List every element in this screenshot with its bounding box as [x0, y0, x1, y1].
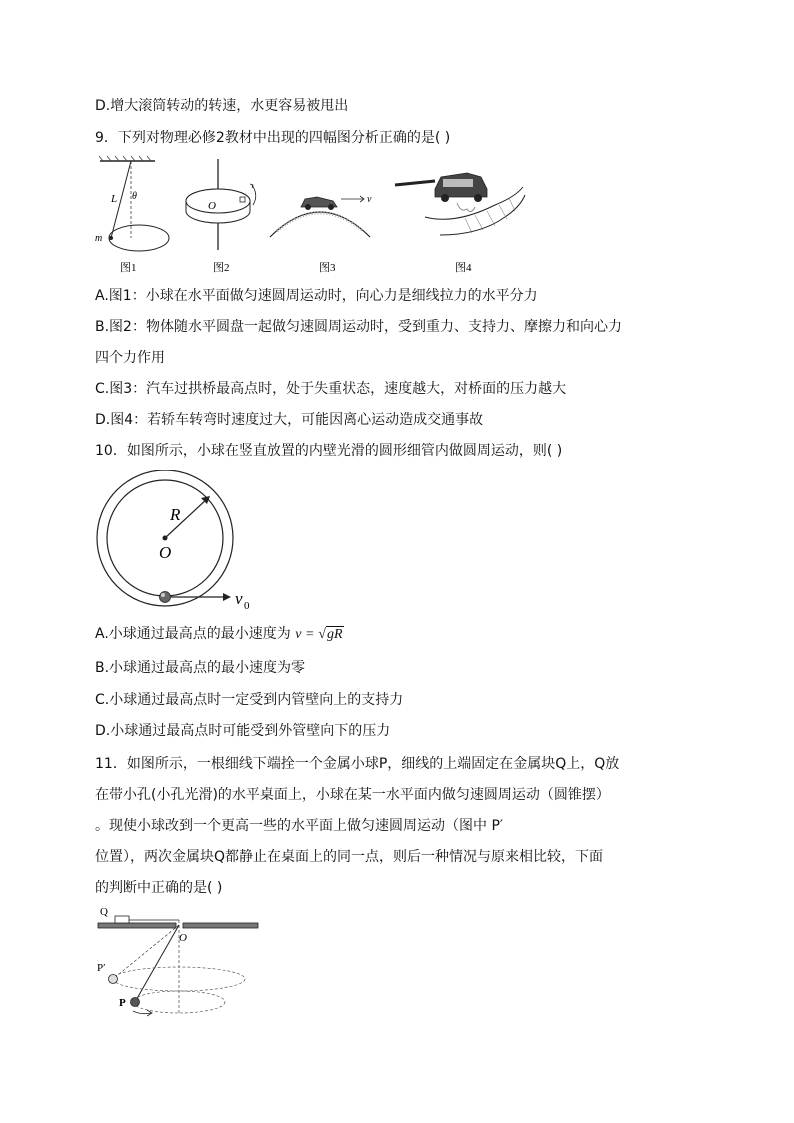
formula-sqrt-arg: gR: [326, 627, 343, 642]
q9-figures: [95, 155, 535, 280]
q9-option-b: B.图2：物体随水平圆盘一起做匀速圆周运动时，受到重力、支持力、摩擦力和向心力: [95, 319, 622, 335]
fig3-arch-bridge-car: [270, 194, 372, 237]
q10-label-v0: v: [235, 589, 243, 608]
question-11-line1: 11．如图所示，一根细线下端拴一个金属小球P，细线的上端固定在金属块Q上，Q放: [95, 756, 620, 772]
q10-label-R: R: [170, 505, 181, 524]
q10-option-b: B.小球通过最高点的最小速度为零: [95, 660, 306, 676]
fig2-rotating-disk: [186, 159, 256, 250]
fig1-label-theta: θ: [132, 191, 137, 202]
q11-label-P: P: [119, 997, 126, 1009]
q11-label-Pprime: P′: [97, 962, 106, 974]
q11-label-O: O: [179, 932, 187, 944]
question-11-line4: 位置），两次金属块Q都静止在桌面上的同一点，则后一种情况与原来相比较，下面: [95, 849, 604, 865]
q10-label-v0-sub: 0: [244, 600, 250, 612]
fig1-label-m: m: [95, 233, 103, 244]
fig3-label-v: v: [367, 194, 372, 205]
question-11-line2: 在带小孔(小孔光滑)的水平桌面上，小球在某一水平面内做匀速圆周运动（圆锥摆）: [95, 787, 610, 803]
fig2-caption: 图2: [213, 262, 230, 274]
option-d-prev: D.增大滚筒转动的转速，水更容易被甩出: [95, 98, 349, 114]
q10-option-a-text: A.小球通过最高点的最小速度为: [95, 626, 291, 642]
q9-option-c: C.图3：汽车过拱桥最高点时，处于失重状态，速度越大，对桥面的压力越大: [95, 381, 567, 397]
q10-label-O: O: [159, 543, 172, 562]
fig1-caption: 图1: [120, 262, 137, 274]
q11-label-Q: Q: [100, 906, 108, 918]
formula-v: v: [295, 627, 302, 642]
q10-option-c: C.小球通过最高点时一定受到内管壁向上的支持力: [95, 692, 404, 708]
question-11-line3: 。现使小球改到一个更高一些的水平面上做匀速圆周运动（图中 P′: [95, 818, 504, 834]
formula-eq: =: [305, 627, 314, 642]
question-9: 9．下列对物理必修2教材中出现的四幅图分析正确的是( ): [95, 130, 451, 146]
question-10: 10．如图所示，小球在竖直放置的内壁光滑的圆形细管内做圆周运动，则( ): [95, 443, 563, 459]
q9-option-b-cont: 四个力作用: [95, 350, 165, 366]
q10-tube-figure: [95, 470, 265, 615]
q10-option-d: D.小球通过最高点时可能受到外管壁向下的压力: [95, 723, 391, 739]
fig1-label-L: L: [111, 193, 118, 205]
fig4-car-turning: [395, 173, 525, 235]
fig2-label-O: O: [208, 200, 216, 212]
q9-option-a: A.图1：小球在水平面做匀速圆周运动时，向心力是细线拉力的水平分力: [95, 288, 538, 304]
fig3-caption: 图3: [319, 262, 336, 274]
question-11-line5: 的判断中正确的是( ): [95, 880, 223, 896]
q9-option-d: D.图4：若轿车转弯时速度过大，可能因离心运动造成交通事故: [95, 412, 484, 428]
formula-sqrt: √gR: [318, 627, 343, 642]
fig1-conical-pendulum: [95, 156, 169, 251]
fig4-caption: 图4: [455, 262, 472, 274]
q11-figure: [95, 905, 270, 1020]
q10-option-a: [95, 624, 344, 645]
